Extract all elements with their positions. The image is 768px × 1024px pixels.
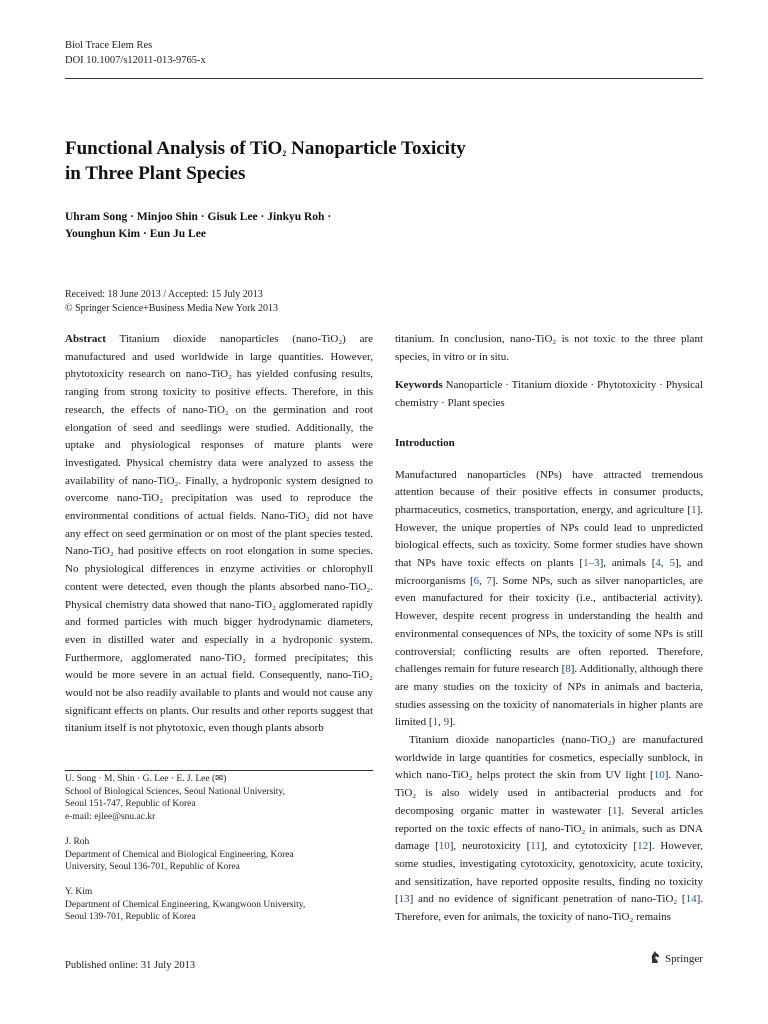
paper-title: Functional Analysis of TiO$_2$ Nanoparticle Toxicity in Three Plant Species bbox=[65, 138, 466, 184]
citation-link[interactable]: 6 bbox=[473, 574, 480, 587]
citation-link[interactable]: 10 bbox=[438, 840, 450, 853]
received-dates bbox=[65, 288, 685, 316]
citation-link[interactable]: 4 bbox=[655, 557, 661, 570]
citation-link[interactable]: 1 bbox=[432, 716, 439, 729]
intro-paragraph-1: Manufactured nanoparticles (NPs) have attracted tremendous attention because of their positive effects in consumer products, pharmaceutics, cosmetics, transportation, energy, and agriculture [1]. However, the unique properties of NPs could lead to unpredicted biological effects, such as toxicity. Some former studies have shown that NPs have toxic effects on plants [1–3], animals [4, 5], and microorganisms [6, 7]. Some NPs, such as silver nanoparticles, are even manufactured for their toxicity (i.e., antibacterial activity). However, despite recent progress in understanding the health and environmental consequences of NPs, the toxicity of some NPs is still controversial; conflicting results are often reported. Therefore, challenges remain for future research [8]. Additionally, although there are many studies on the toxicity of NPs in animals and bacteria, studies assessing on the toxicity of nanomaterials in higher plants are limited [1, 9]. bbox=[395, 468, 704, 729]
affiliations bbox=[65, 773, 373, 936]
left-column bbox=[65, 331, 373, 738]
intro-paragraph-2: Titanium dioxide nanoparticles (nano-TiO₂) are manufactured worldwide in large quantities for cosmetics, especially sunblock, in which nano-TiO₂ helps protect the skin from UV light [10]. Nano-TiO₂ is also widely used in antibacterial products and for decomposing organic matter in wastewater [1]. Several articles reported on the toxic effects of nano-TiO₂ in animals, such as DNA damage [10], neurotoxicity [11], and cytotoxicity [12]. However, some studies, investigating cytotoxicity, genotoxicity, acute toxicity, and sensitization, have reported opposite results, finding no toxicity [13] and no evidence of significant penetration of nano-TiO₂ [14]. Therefore, even for animals, the toxicity of nano-TiO₂ remains bbox=[395, 734, 704, 924]
abstract-continued: titanium. In conclusion, nano-TiO₂ is not toxic to the three plant species, in vitro or in situ. bbox=[395, 333, 703, 363]
copyright-line: © Springer Science+Business Media New York 2013 bbox=[65, 303, 278, 314]
springer-knight-icon bbox=[648, 950, 662, 967]
citation-link[interactable]: 1 bbox=[612, 804, 618, 817]
footnote-rule bbox=[65, 770, 373, 771]
citation-link[interactable]: 11 bbox=[530, 840, 541, 853]
affiliation-block: Y. Kim Department of Chemical Engineering, Kwangwoon University, Seoul 139-701, Republic of Korea bbox=[65, 886, 306, 923]
citation-link[interactable]: 12 bbox=[637, 840, 649, 853]
header-rule bbox=[65, 78, 703, 79]
publisher-name: Springer bbox=[665, 952, 703, 965]
citation-link[interactable]: 5 bbox=[669, 557, 675, 570]
citation-link[interactable]: 8 bbox=[565, 663, 571, 676]
citation-link[interactable]: 10 bbox=[653, 769, 665, 782]
published-date: Published online: 31 July 2013 bbox=[65, 960, 196, 971]
abstract: Abstract Titanium dioxide nanoparticles (nano-TiO₂) are manufactured and used worldwide in large quantities. However, phytotoxicity research on nano-TiO₂ has yielded confusing results, ranging from strong toxicity to positive effects. Therefore, in this research, the effects of nano-TiO₂ on the germination and root elongation of seed and seedlings were studied. Additionally, the uptake and physiological responses of mature plants were investigated. Physical chemistry data were analyzed to assess the availability of nano-TiO₂. Finally, a hydroponic system designed to overcome nano-TiO₂ precipitation was used to reproduce the environmental conditions of actual fields. Nano-TiO₂ did not have any effect on seed germination or on most of the plant species tested. Nano-TiO₂ had positive effects on root elongation in some species. No physiological differences in enzyme activities or chlorophyll content were detected, even though the plants absorbed nano-TiO₂. Physical chemistry data showed that nano-TiO₂ agglomerated rapidly and formed particles with much bigger hydrodynamic diameters, even in distilled water and especially in a hydroponic system. Furthermore, agglomerated nano-TiO₂ formed precipitates; this would be more severe in an actual field. Consequently, nano-TiO₂ would not be also readily available to plants and would not cause any significant effects on plants. Our results and other reports suggest that titanium itself is not phytotoxic, even though plants absorb bbox=[65, 333, 373, 735]
doi: DOI 10.1007/s12011-013-9765-x bbox=[65, 55, 206, 66]
citation-link[interactable]: 1 bbox=[691, 503, 697, 516]
citation-link[interactable]: 13 bbox=[398, 893, 410, 906]
affiliation-block: U. Song · M. Shin · G. Lee · E. J. Lee (✉) School of Biological Sciences, Seoul National University, Seoul 151-747, Republic of Korea e-mail: ejlee@snu.ac.kr bbox=[65, 774, 285, 823]
citation-link[interactable]: 14 bbox=[685, 893, 697, 906]
author-list: Uhram Song · Minjoo Shin · Gisuk Lee · Jinkyu Roh · Younghun Kim · Eun Ju Lee bbox=[65, 211, 332, 240]
section-heading-introduction: Introduction bbox=[395, 436, 455, 449]
keywords: Keywords Nanoparticle · Titanium dioxide · Phytotoxicity · Physical chemistry · Plant species bbox=[395, 379, 703, 410]
springer-logo bbox=[648, 950, 703, 967]
citation-link[interactable]: 1–3 bbox=[583, 557, 600, 570]
right-column bbox=[395, 331, 703, 927]
received-line: Received: 18 June 2013 / Accepted: 15 July 2013 bbox=[65, 289, 263, 300]
journal-name: Biol Trace Elem Res bbox=[65, 40, 153, 51]
citation-link[interactable]: 9 bbox=[443, 716, 450, 729]
affiliation-block: J. Roh Department of Chemical and Biological Engineering, Korea University, Seoul 136-701, Republic of Korea bbox=[65, 836, 294, 873]
journal-header bbox=[65, 38, 206, 68]
citation-link[interactable]: 7 bbox=[486, 574, 492, 587]
